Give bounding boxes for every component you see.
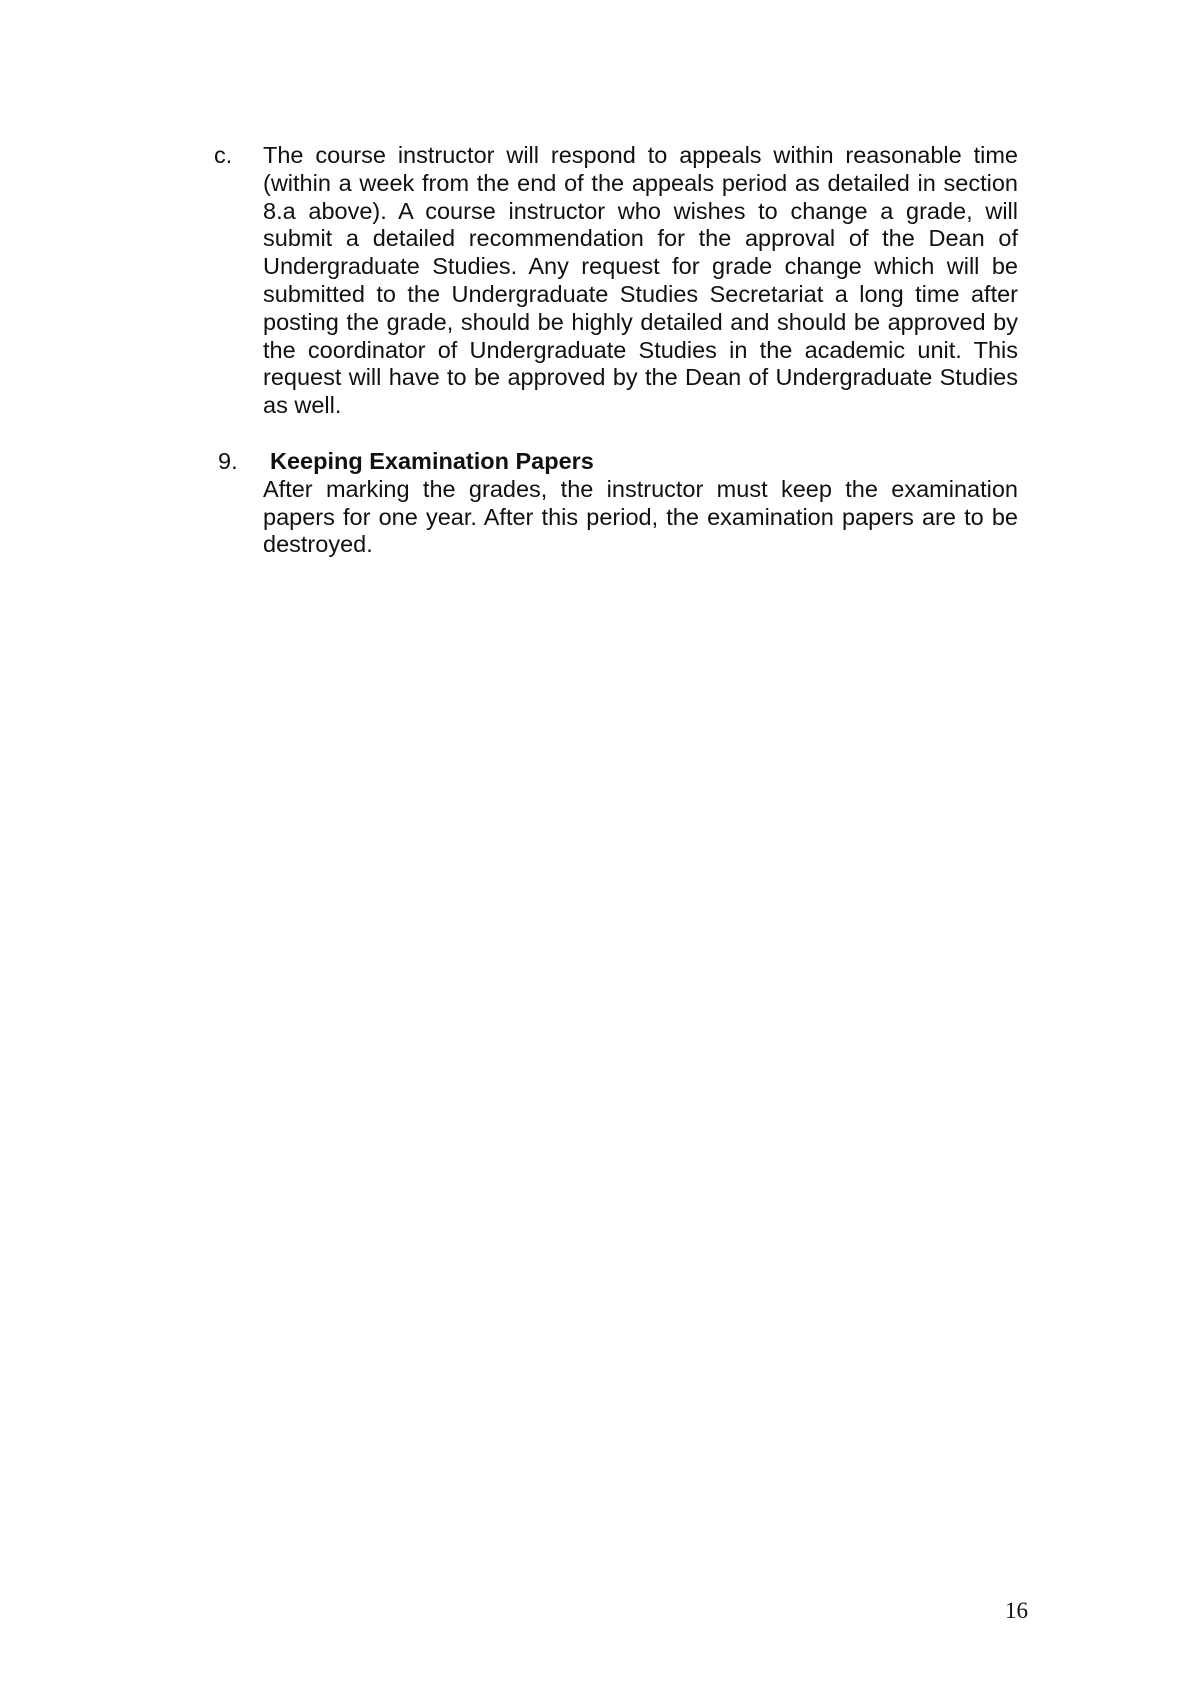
paragraph-appeals-response: The course instructor will respond to appeals within reasonable time (within a week from the end of the appeals period as detailed in section 8.a above). A course instructor who wishes to change a grade, will submit a detailed recommendation for the approval of the Dean of Undergraduate Studies. Any request for grade change which will be submitted to the Undergraduate Studies Secretariat a long time after posting the grade, should be highly detailed and should be approved by the coordinator of Undergraduate Studies in the academic unit. This request will have to be approved by the Dean of Undergraduate Studies as well. bbox=[263, 142, 1018, 419]
section-number: 9. bbox=[218, 448, 238, 474]
list-item-c bbox=[214, 142, 1018, 420]
paragraph-keeping-papers: After marking the grades, the instructor must keep the examination papers for one year. After this period, the examination papers are to be destroyed. bbox=[263, 475, 1018, 558]
section-9 bbox=[214, 448, 1018, 559]
page-number: 16 bbox=[1005, 1598, 1028, 1623]
list-marker: c. bbox=[214, 142, 233, 168]
section-heading: Keeping Examination Papers bbox=[270, 448, 594, 474]
